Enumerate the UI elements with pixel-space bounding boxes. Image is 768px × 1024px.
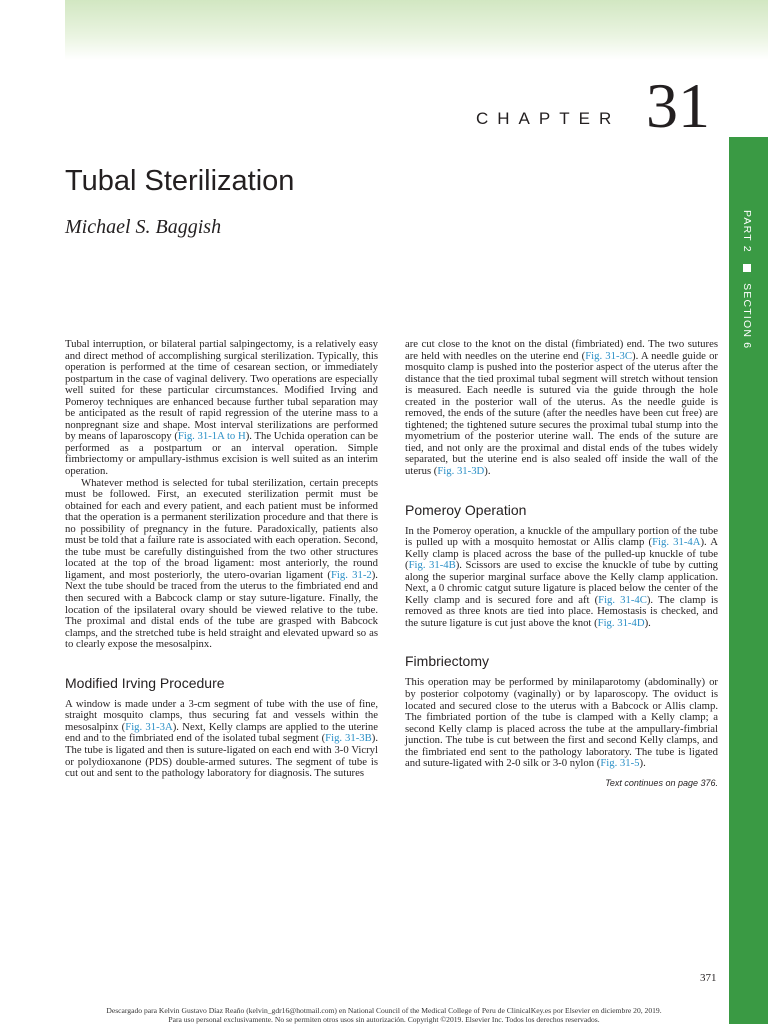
text-run: This operation may be performed by minilaparotomy (abdominally) or by posterior colpotomy (vaginally) or by laparoscopy. The oviduct is located and secured close to the uterus with a Babcock or Allis clamp. The fimbriated portion of the tube is clamped with a Kelly clamp; a second Kelly clamp is placed across the tube at the ampullary-fimbrial junction. The tube is cut between the first and second Kelly clamps, and the fimbriated end sent to the pathology laboratory. The tube is ligated and suture-ligated with 2-0 silk or 3-0 nylon ( <box>405 676 718 770</box>
precepts-paragraph <box>65 478 378 651</box>
figure-link-31-1[interactable]: Fig. 31-1A to H <box>177 430 246 443</box>
text-run: ). <box>484 465 491 478</box>
left-column <box>65 339 378 780</box>
text-run: ). <box>639 757 646 770</box>
text-run: In the Pomeroy operation, a knuckle of the ampullary portion of the tube is pulled up with a mosquito hemostat or Allis clamp ( <box>405 524 718 549</box>
intro-paragraph <box>65 339 378 478</box>
chapter-label: CHAPTER <box>476 109 621 128</box>
text-run: ). The clamp is removed as three knots are tied into place. Hemostasis is checked, and the suture ligature is cut just above the knot ( <box>405 593 718 629</box>
text-run: Tubal interruption, or bilateral partial salpingectomy, is a relatively easy and direct method of accomplishing surgical sterilization. Typically, this operation is performed at the time of cesarean section, or immediately postpartum in the case of vaginal delivery. Two operations are especially well suited for these particular circumstances. Modified Irving and Pomeroy techniques are enhanced because further tubal separation may be anticipated as the result of rapid regression of the uterine mass to a nonpregnant size and shape. Most interval sterilizations are performed by means of laparoscopy ( <box>65 338 378 443</box>
heading-fimbriectomy: Fimbriectomy <box>405 653 490 670</box>
figure-link-31-3c[interactable]: Fig. 31-3C <box>585 349 633 362</box>
fimbriectomy-paragraph <box>405 677 718 769</box>
continuation-note: Text continues on page 376. <box>605 777 718 788</box>
figure-link-31-3b[interactable]: Fig. 31-3B <box>325 732 372 745</box>
footer-line-2: Para uso personal exclusivamente. No se permiten otros usos sin autorización. Copyright ©2019. Elsevier Inc. Todos los derechos reservados. <box>168 1015 600 1024</box>
text-run: ). The tube is ligated and then is suture-ligated on each end with 3-0 Vicryl or polydioxanone (PDS) double-armed sutures. The segment of tube is cut out and sent to the pathology laboratory for diagnosis. The sutures <box>65 732 378 780</box>
figure-link-31-4b[interactable]: Fig. 31-4B <box>408 559 456 572</box>
chapter-number: 31 <box>646 70 710 141</box>
text-run: ). Next the tube should be traced from the uterus to the fimbriated end and then secured with a Babcock clamp or stay suture-ligature. Finally, the location of the ipsilateral ovary should be viewed relative to the tube. The proximal and distal ends of the tube are grasped with Babcock clamps, and the stretched tube is held straight and elevated upward so as to clearly expose the mesosalpinx. <box>65 568 378 651</box>
text-run: A window is made under a 3-cm segment of tube with the use of fine, straight mosquito clamps, thus securing fat and vessels within the mesosalpinx ( <box>65 697 378 733</box>
footer-line-1: Descargado para Kelvin Gustavo Díaz Reaño (kelvin_gdr16@hotmail.com) en National Council of the Medical College of Peru de ClinicalKey.es por Elsevier en diciembre 20, 2019. <box>106 1006 662 1015</box>
irving-continued-paragraph <box>405 339 718 478</box>
right-column <box>405 339 718 789</box>
download-footer <box>40 1006 728 1024</box>
part-label: PART 2 <box>741 210 753 253</box>
header-band <box>65 0 768 60</box>
heading-modified-irving: Modified Irving Procedure <box>65 674 225 691</box>
square-bullet-icon <box>743 264 751 272</box>
text-run: ). <box>644 616 651 629</box>
figure-link-31-4d[interactable]: Fig. 31-4D <box>597 616 645 629</box>
irving-paragraph <box>65 699 378 780</box>
author-name: Michael S. Baggish <box>65 216 222 238</box>
part-section-label <box>741 210 753 349</box>
figure-link-31-4a[interactable]: Fig. 31-4A <box>652 536 701 549</box>
pomeroy-paragraph <box>405 526 718 630</box>
page-number: 371 <box>700 972 717 984</box>
text-run: ). The Uchida operation can be performed as a postpartum or an interval operation. Simple fimbriectomy or ampullary-isthmus excision is well suited as an interim operation. <box>65 430 379 478</box>
text-run: ). Scissors are used to excise the knuckle of tube by cutting along the superior marginal surface above the Kelly clamp application. Next, a 0 chromic catgut suture ligature is placed below the center of the Kelly clamp and is secured fore and aft ( <box>405 559 719 606</box>
text-run: Whatever method is selected for tubal sterilization, certain precepts must be followed. First, an executed sterilization permit must be obtained for each and every patient, and each patient must be informed that the operation is a permanent sterilization procedure and that there is no possibility of pregnancy in the future. Paradoxically, patients also must be told that a failure rate is associated with each operation. Second, the tube must be carefully distinguished from the two other structures located at the top of the broad ligament: most anteriorly, the round ligament, and most posteriorly, the utero-ovarian ligament ( <box>65 476 378 581</box>
section-label: SECTION 6 <box>741 283 753 350</box>
text-run: ). A Kelly clamp is placed across the base of the pulled-up knuckle of tube ( <box>405 536 718 572</box>
text-run: ). A needle guide or mosquito clamp is pushed into the posterior aspect of the uterus after the distance that the tied proximal tubal segment will stretch without tension is measured. Each needle is sutured via the guide through the hole created in the posterior wall of the uterus. As the needle guide is removed, the ends of the suture (after the needles have been cut free) are tightened; the tightened suture secures the proximal tubal stump into the myometrium of the posterior uterine wall. The ends of the suture are tied, and not only are the proximal and distal ends of the tubes widely separated, but the uterine end is also sealed off inside the wall of the uterus ( <box>405 349 718 478</box>
chapter-title: Tubal Sterilization <box>65 165 295 197</box>
figure-link-31-4c[interactable]: Fig. 31-4C <box>598 593 647 606</box>
figure-link-31-5[interactable]: Fig. 31-5 <box>600 757 640 770</box>
figure-link-31-3a[interactable]: Fig. 31-3A <box>125 720 173 733</box>
figure-link-31-2[interactable]: Fig. 31-2 <box>330 568 372 581</box>
heading-pomeroy: Pomeroy Operation <box>405 501 527 518</box>
text-run: ). Next, Kelly clamps are applied to the uterine end and to the fimbriated end of the isolated tubal segment ( <box>65 720 378 745</box>
figure-link-31-3d[interactable]: Fig. 31-3D <box>437 465 485 478</box>
text-run: are cut close to the knot on the distal (fimbriated) end. The two sutures are held with needles on the uterine end ( <box>405 338 718 362</box>
